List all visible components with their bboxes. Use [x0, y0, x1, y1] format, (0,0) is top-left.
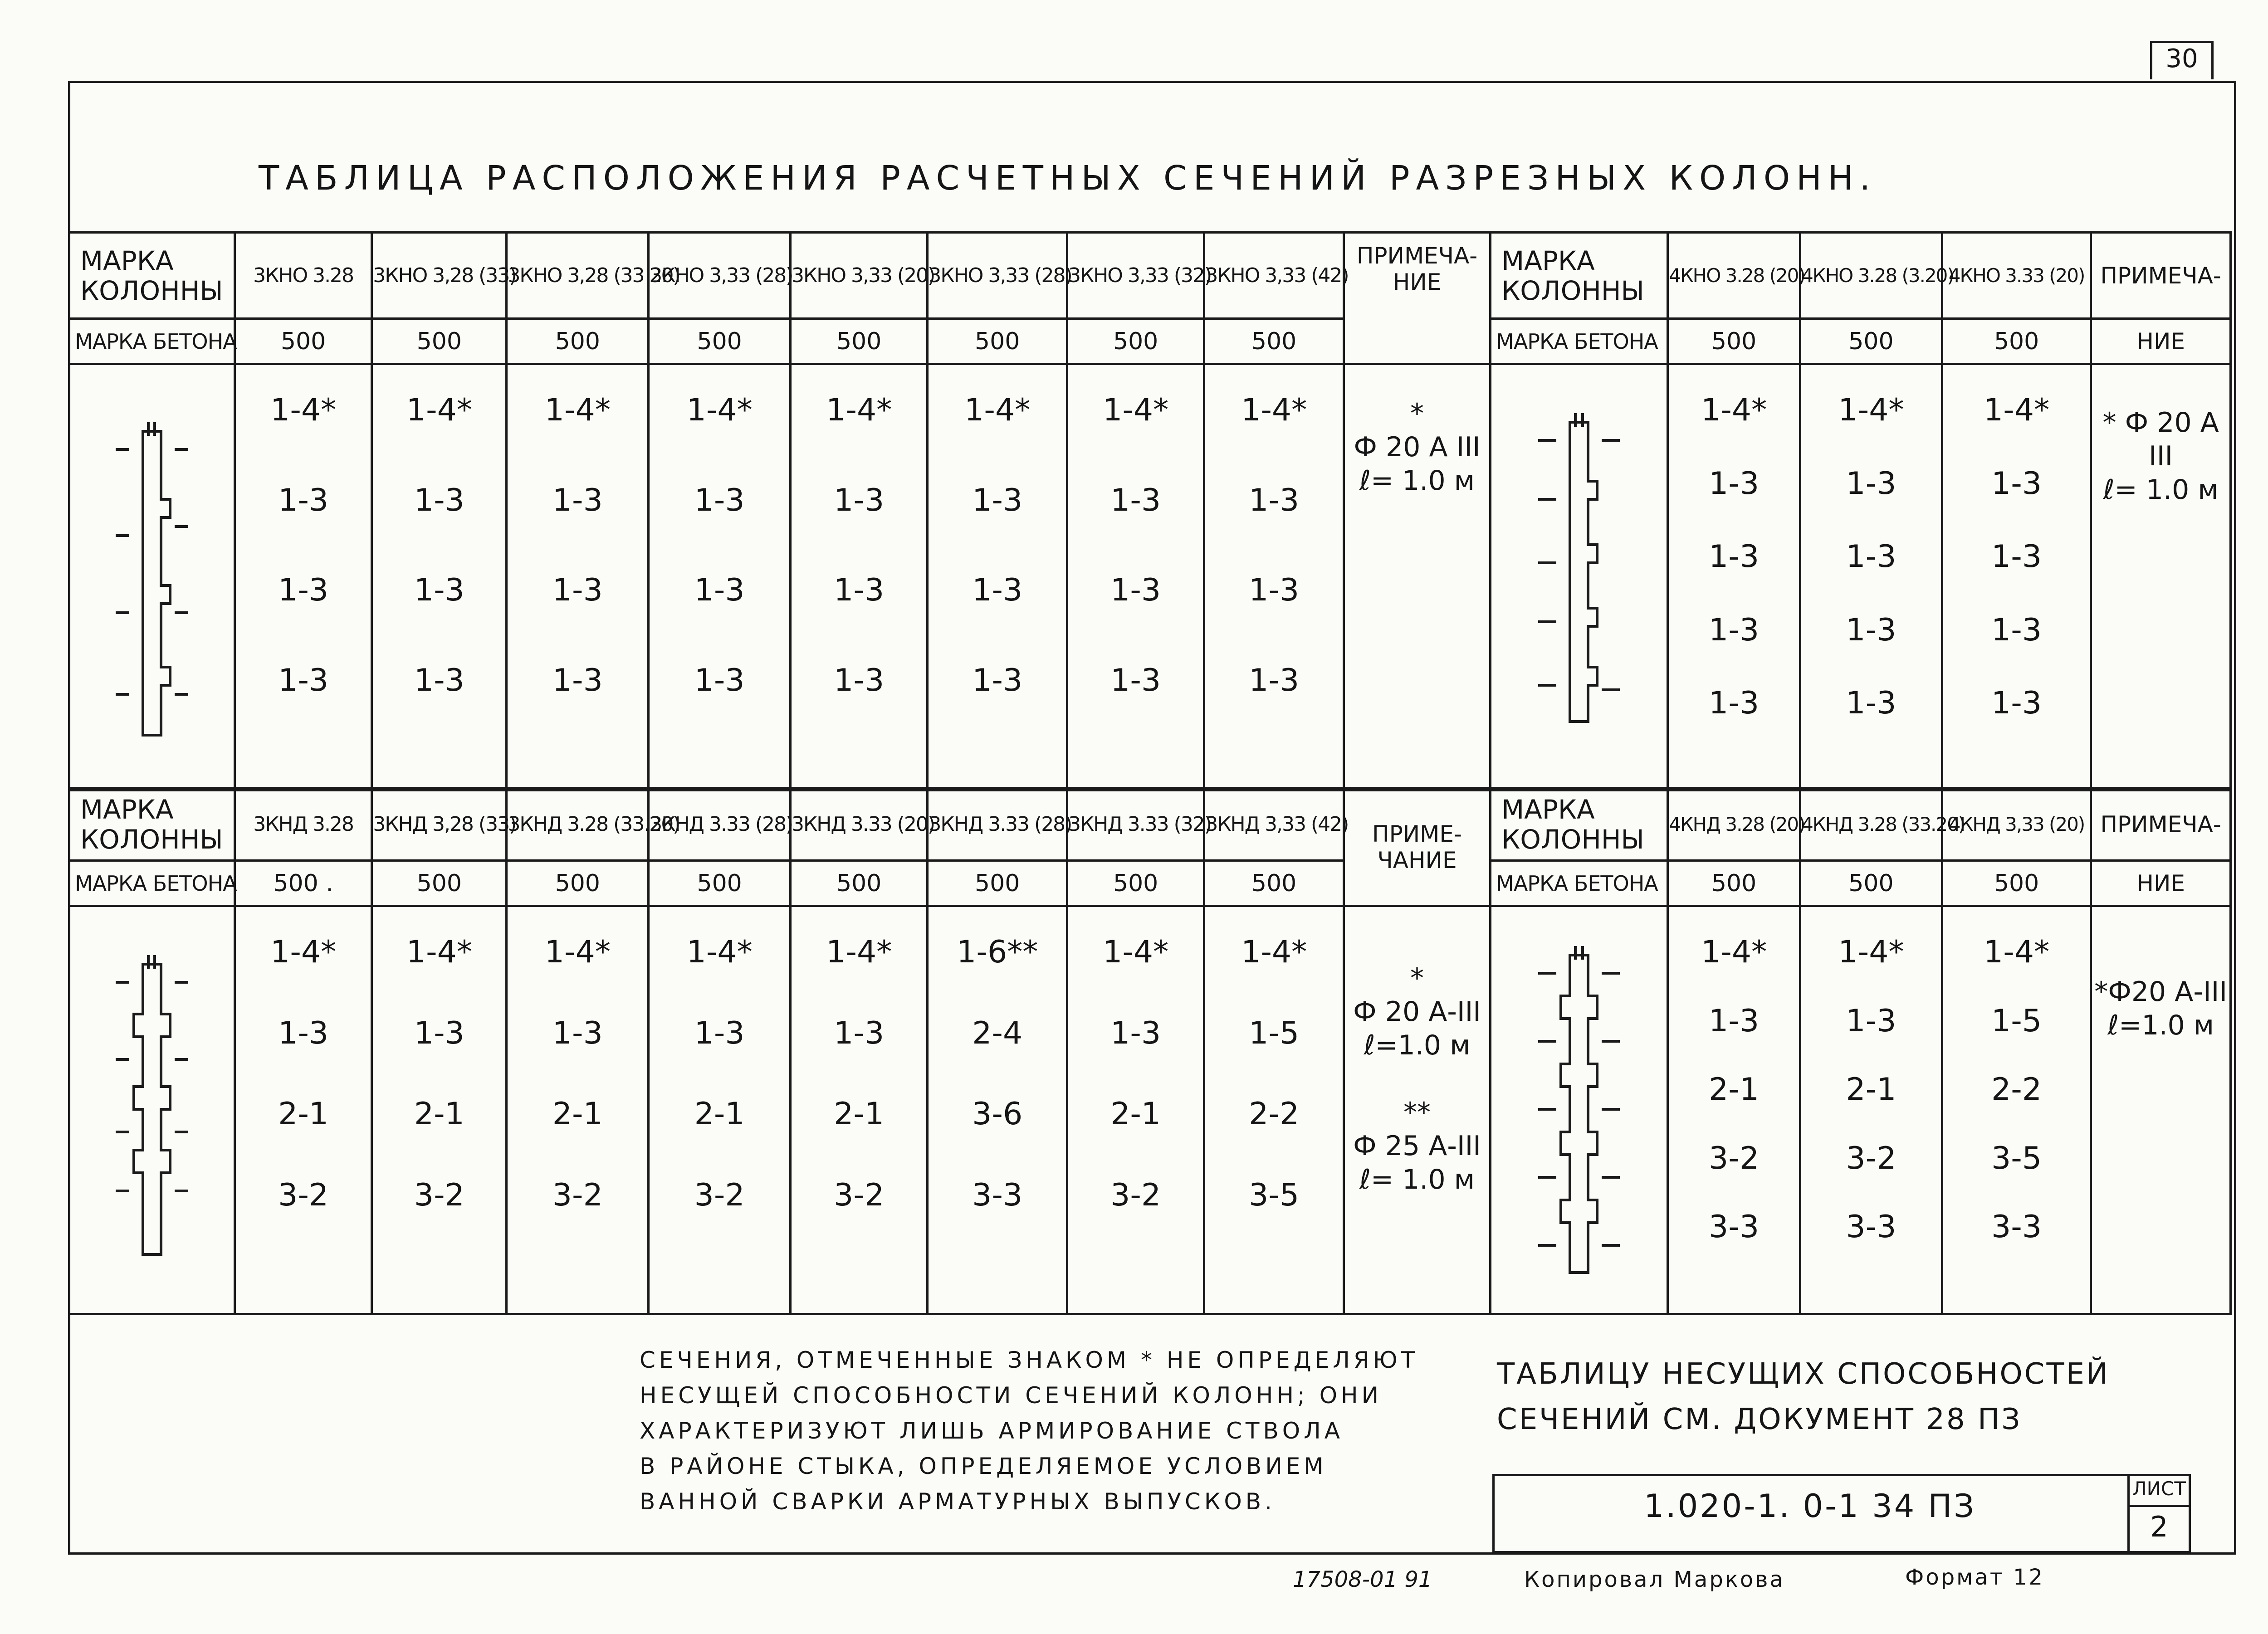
section-value: 1-4* [1103, 934, 1169, 970]
section-value: 1-4* [1241, 392, 1307, 428]
section-value: 3-2 [552, 1177, 603, 1213]
col-header: 3КНО 3,33 (28) [649, 233, 791, 319]
section-value: 1-3 [834, 1015, 885, 1051]
column-sketch-3knd [69, 906, 235, 1314]
section-value: 2-4 [972, 1015, 1023, 1051]
section-value: 1-3 [1991, 465, 2042, 502]
note-header-top4-b: НИЕ [2091, 319, 2231, 364]
section-value: 1-3 [1846, 1003, 1897, 1039]
sheet-box-divider [2130, 1505, 2189, 1507]
section-value: 1-3 [1991, 685, 2042, 721]
section-value: 3-2 [694, 1177, 745, 1213]
concrete-value: 500 [791, 861, 928, 906]
concrete-label: МАРКА БЕТОНА [1491, 861, 1668, 906]
section-value: 1-3 [414, 482, 464, 518]
section-value: 1-3 [552, 572, 603, 609]
section-value: 1-3 [972, 662, 1023, 698]
section-value: 3-3 [972, 1177, 1023, 1213]
note-text: * Ф 20 А III ℓ= 1.0 м [2091, 364, 2231, 790]
concrete-value: 500 [507, 861, 649, 906]
section-value: 1-4* [406, 392, 472, 428]
section-value: 2-1 [552, 1096, 603, 1132]
section-value: 1-3 [834, 482, 885, 518]
section-value: 3-2 [1110, 1177, 1161, 1213]
concrete-label: МАРКА БЕТОНА [69, 861, 235, 906]
section-value: 1-3 [834, 572, 885, 609]
section-value: 1-4* [1984, 934, 2050, 970]
section-value: 1-3 [1110, 662, 1161, 698]
col-header: 4КНД 3,33 (20) [1942, 788, 2091, 861]
sheet-corner-box [2150, 41, 2214, 79]
col-header: 3КНО 3,28 (33) [372, 233, 507, 319]
col-header: 3КНД 3,33 (42) [1204, 788, 1344, 861]
section-value: 1-4* [270, 392, 337, 428]
note-header: ПРИМЕЧА-НИЕ [1344, 233, 1490, 364]
section-value: 1-6** [957, 934, 1038, 970]
section-value: 1-4* [686, 392, 753, 428]
section-value: 1-3 [1709, 612, 1760, 648]
col-header: 3КНО 3,28 (33 20) [507, 233, 649, 319]
section-value: 1-3 [414, 662, 464, 698]
col-header: 4КНО 3.33 (20) [1942, 233, 2091, 319]
concrete-label: МАРКА БЕТОНА [69, 319, 235, 364]
section-value: 1-4* [406, 934, 472, 970]
section-value: 2-1 [1110, 1096, 1161, 1132]
section-value: 2-1 [1846, 1072, 1897, 1107]
section-value: 1-3 [552, 1015, 603, 1051]
section-value: 1-3 [1249, 662, 1300, 698]
section-value: 1-3 [834, 662, 885, 698]
section-value: 1-3 [694, 572, 745, 609]
section-value: 2-1 [1709, 1072, 1760, 1107]
section-value: 3-2 [1846, 1140, 1897, 1176]
section-value: 1-4* [686, 934, 753, 970]
section-value: 1-4* [544, 392, 611, 428]
section-value: 1-3 [972, 482, 1023, 518]
format: Формат 12 [1905, 1565, 2045, 1590]
section-value: 2-1 [278, 1096, 329, 1132]
section-value: 1-3 [552, 662, 603, 698]
concrete-value: 500 [649, 319, 791, 364]
section-value: 3-5 [1249, 1177, 1300, 1213]
section-value: 3-3 [1709, 1209, 1760, 1245]
col-header: 3КНД 3.28 (33.20) [507, 788, 649, 861]
column-sketch-4kno [1491, 364, 1668, 790]
concrete-value: 500 [1800, 861, 1942, 906]
section-value: 1-3 [694, 482, 745, 518]
mark-label-top: МАРКА КОЛОННЫ [69, 233, 235, 319]
archive-number: 17508-01 91 [1293, 1567, 1432, 1592]
note-text: * Ф 20 А III ℓ= 1.0 м [1344, 364, 1490, 790]
col-header: 3КНД 3.33 (32) [1067, 788, 1204, 861]
col-header: 4КНО 3.28 (3.20) [1800, 233, 1942, 319]
table-bottom [68, 787, 2232, 1315]
footnote-right: ТАБЛИЦУ НЕСУЩИХ СПОСОБНОСТЕЙ СЕЧЕНИЙ СМ. ДОКУМЕНТ 28 ПЗ [1497, 1357, 2110, 1436]
section-value: 1-3 [1991, 539, 2042, 575]
section-value: 1-4* [1838, 392, 1904, 428]
concrete-value: 500 [1067, 861, 1204, 906]
concrete-value: 500 . [235, 861, 371, 906]
col-header: 4КНД 3.28 (20) [1668, 788, 1800, 861]
section-value: 1-3 [552, 482, 603, 518]
concrete-value: 500 [928, 861, 1067, 906]
concrete-value: 500 [791, 319, 928, 364]
concrete-value: 500 [1067, 319, 1204, 364]
section-value: 2-2 [1249, 1096, 1300, 1132]
section-value: 1-3 [1846, 465, 1897, 502]
section-value: 2-2 [1991, 1072, 2042, 1107]
footnote-left: СЕЧЕНИЯ, ОТМЕЧЕННЫЕ ЗНАКОМ * НЕ ОПРЕДЕЛЯЮТ НЕСУЩЕЙ СПОСОБНОСТИ СЕЧЕНИЙ КОЛОНН; ОНИ ХАРАКТЕРИЗУЮТ ЛИШЬ АРМИРОВАНИЕ СТВОЛА В РАЙОНЕ СТЫКА, ОПРЕДЕЛЯЕМОЕ УСЛОВИЕМ ВАННОЙ СВАРКИ АРМАТУРНЫХ ВЫПУСКОВ. [640, 1347, 1419, 1515]
note-header-bottom4: ПРИМЕЧА- [2091, 788, 2231, 861]
column-sketch-icon [107, 404, 197, 749]
section-value: 3-2 [1709, 1140, 1760, 1176]
col-header: 3КНД 3.33 (28) [928, 788, 1067, 861]
section-value: 1-4* [1701, 392, 1767, 428]
section-value: 3-5 [1991, 1140, 2042, 1176]
copied-by: Копировал Маркова [1524, 1567, 1785, 1592]
section-value: 1-4* [826, 934, 892, 970]
col-header: 3КНД 3.28 [235, 788, 371, 861]
section-value: 3-3 [1991, 1209, 2042, 1245]
concrete-value: 500 [1800, 319, 1942, 364]
note-text: * Ф 20 А-III ℓ=1.0 м ** Ф 25 А-III ℓ= 1.0 м [1344, 906, 1490, 1314]
concrete-value: 500 [1942, 319, 2091, 364]
section-value: 1-3 [414, 1015, 464, 1051]
section-value: 1-4* [1701, 934, 1767, 970]
section-value: 3-2 [834, 1177, 885, 1213]
col-header: 3КНД 3.33 (20) [791, 788, 928, 861]
section-value: 1-3 [278, 1015, 329, 1051]
col-header: 3КНО 3,33 (42) [1204, 233, 1344, 319]
concrete-value: 500 [372, 319, 507, 364]
col-header: 3КНО 3.28 [235, 233, 371, 319]
section-value: 3-6 [972, 1096, 1023, 1132]
note-header-bottom: ПРИМЕ-ЧАНИЕ [1344, 788, 1490, 906]
col-header: 4КНО 3.28 (20) [1668, 233, 1800, 319]
stamp-code: 1.020-1. 0-1 34 ПЗ [1643, 1488, 1976, 1525]
concrete-value: 500 [1204, 319, 1344, 364]
concrete-value: 500 [372, 861, 507, 906]
section-value: 1-3 [694, 662, 745, 698]
section-value: 1-3 [1709, 1003, 1760, 1039]
section-value: 3-2 [278, 1177, 329, 1213]
column-sketch-icon [1529, 395, 1629, 758]
section-value: 1-3 [1249, 572, 1300, 609]
section-value: 1-4* [1241, 934, 1307, 970]
section-value: 1-4* [826, 392, 892, 428]
section-value: 1-4* [964, 392, 1031, 428]
table-top [68, 231, 2232, 791]
section-value: 1-4* [1838, 934, 1904, 970]
section-value: 1-3 [1846, 612, 1897, 648]
section-value: 1-3 [694, 1015, 745, 1051]
column-sketch-4knd [1491, 906, 1668, 1314]
concrete-label: МАРКА БЕТОНА [1491, 319, 1668, 364]
col-header: 3КНО 3,33 (32) [1067, 233, 1204, 319]
section-value: 2-1 [834, 1096, 885, 1132]
section-value: 1-4* [1984, 392, 2050, 428]
concrete-value: 500 [1668, 319, 1800, 364]
section-value: 1-3 [1709, 539, 1760, 575]
section-value: 1-3 [414, 572, 464, 609]
concrete-value: 500 [1942, 861, 2091, 906]
sheet-number: 2 [2150, 1510, 2168, 1543]
concrete-value: 500 [649, 861, 791, 906]
mark-label-top4: МАРКА КОЛОННЫ [1491, 233, 1668, 319]
mark-label-bottom: МАРКА КОЛОННЫ [69, 788, 235, 861]
section-value: 1-3 [1110, 572, 1161, 609]
concrete-value: 500 [507, 319, 649, 364]
section-value: 1-3 [1249, 482, 1300, 518]
note-text: *Ф20 А-III ℓ=1.0 м [2091, 906, 2231, 1314]
concrete-value: 500 [235, 319, 371, 364]
column-sketch-3kno [69, 364, 235, 790]
concrete-value: 500 [1668, 861, 1800, 906]
section-value: 1-3 [278, 662, 329, 698]
section-value: 2-1 [414, 1096, 464, 1132]
section-value: 1-4* [544, 934, 611, 970]
section-value: 3-2 [414, 1177, 464, 1213]
section-value: 1-3 [1709, 465, 1760, 502]
section-value: 1-3 [1110, 1015, 1161, 1051]
section-value: 1-3 [278, 572, 329, 609]
column-sketch-icon [1529, 928, 1629, 1291]
section-value: 1-3 [972, 572, 1023, 609]
note-header-bottom4-b: НИЕ [2091, 861, 2231, 906]
section-value: 1-5 [1991, 1003, 2042, 1039]
col-header: 3КНД 3,28 (33) [372, 788, 507, 861]
section-value: 1-3 [1991, 612, 2042, 648]
section-value: 2-1 [694, 1096, 745, 1132]
col-header: 3КНО 3,33 (20) [791, 233, 928, 319]
section-value: 1-5 [1249, 1015, 1300, 1051]
section-value: 1-4* [1103, 392, 1169, 428]
sheet-label: ЛИСТ [2132, 1478, 2186, 1500]
page-title: ТАБЛИЦА РАСПОЛОЖЕНИЯ РАСЧЕТНЫХ СЕЧЕНИЙ РАЗРЕЗНЫХ КОЛОНН. [259, 159, 1877, 198]
section-value: 1-3 [1846, 685, 1897, 721]
concrete-value: 500 [928, 319, 1067, 364]
col-header: 3КНО 3,33 (28) [928, 233, 1067, 319]
section-value: 1-3 [1110, 482, 1161, 518]
section-value: 1-3 [278, 482, 329, 518]
col-header: 4КНД 3.28 (33.20) [1800, 788, 1942, 861]
mark-label-bottom4: МАРКА КОЛОННЫ [1491, 788, 1668, 861]
section-value: 1-4* [270, 934, 337, 970]
column-sketch-icon [107, 937, 197, 1282]
note-header-top4: ПРИМЕЧА- [2091, 233, 2231, 319]
section-value: 1-3 [1709, 685, 1760, 721]
col-header: 3КНД 3.33 (28) [649, 788, 791, 861]
sheet-corner-number: 30 [2165, 44, 2198, 73]
section-value: 1-3 [1846, 539, 1897, 575]
section-value: 3-3 [1846, 1209, 1897, 1245]
concrete-value: 500 [1204, 861, 1344, 906]
